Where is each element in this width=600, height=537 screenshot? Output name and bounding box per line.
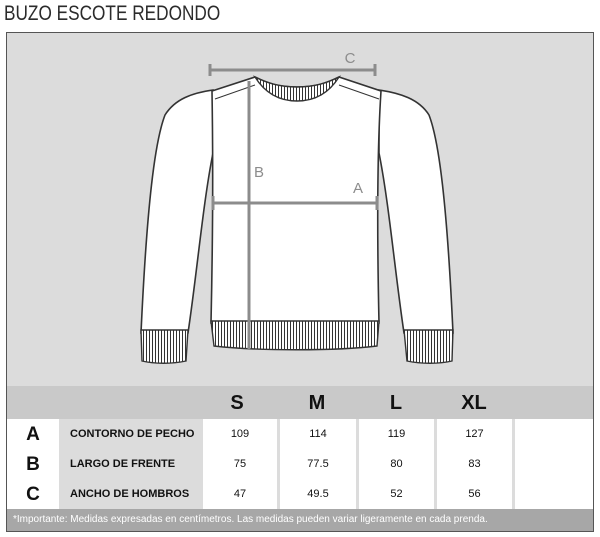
- cell-s: 47: [203, 479, 277, 509]
- row-letter: B: [7, 449, 59, 479]
- cell-empty: [515, 479, 593, 509]
- cell-s: 75: [203, 449, 277, 479]
- row-label: LARGO DE FRENTE: [62, 449, 200, 479]
- cell-m: 114: [280, 419, 356, 449]
- table-row: [7, 479, 593, 509]
- footer-note: *Importante: Medidas expresadas en centímetros. Las medidas pueden variar ligeramente en cada prenda.: [7, 509, 593, 531]
- cell-m: 77.5: [280, 449, 356, 479]
- cell-l: 52: [359, 479, 434, 509]
- cell-m: 49.5: [280, 479, 356, 509]
- cell-l: 80: [359, 449, 434, 479]
- cell-s: 109: [203, 419, 277, 449]
- row-letter: C: [7, 479, 59, 509]
- cell-xl: 83: [437, 449, 512, 479]
- table-row: [7, 419, 593, 449]
- label-c: C: [344, 50, 356, 67]
- cell-xl: 127: [437, 419, 512, 449]
- right-cuff: [404, 330, 453, 363]
- left-cuff: [141, 330, 188, 363]
- size-header-m: M: [308, 392, 326, 414]
- row-label: ANCHO DE HOMBROS: [62, 479, 200, 509]
- size-header-s: S: [230, 392, 244, 414]
- sweater-diagram: [7, 33, 593, 386]
- page-title: BUZO ESCOTE REDONDO: [4, 2, 221, 25]
- hem-rib: [211, 321, 379, 350]
- cell-empty: [515, 449, 593, 479]
- cell-l: 119: [359, 419, 434, 449]
- label-b: B: [253, 164, 265, 181]
- row-label: CONTORNO DE PECHO: [62, 419, 200, 449]
- table-row: [7, 449, 593, 479]
- size-header-xl: XL: [461, 392, 487, 414]
- size-header-l: L: [389, 392, 403, 414]
- cell-empty: [515, 419, 593, 449]
- row-letter: A: [7, 419, 59, 449]
- size-header-row: [7, 386, 593, 419]
- label-a: A: [352, 180, 364, 197]
- cell-xl: 56: [437, 479, 512, 509]
- sweater-body: [211, 77, 381, 323]
